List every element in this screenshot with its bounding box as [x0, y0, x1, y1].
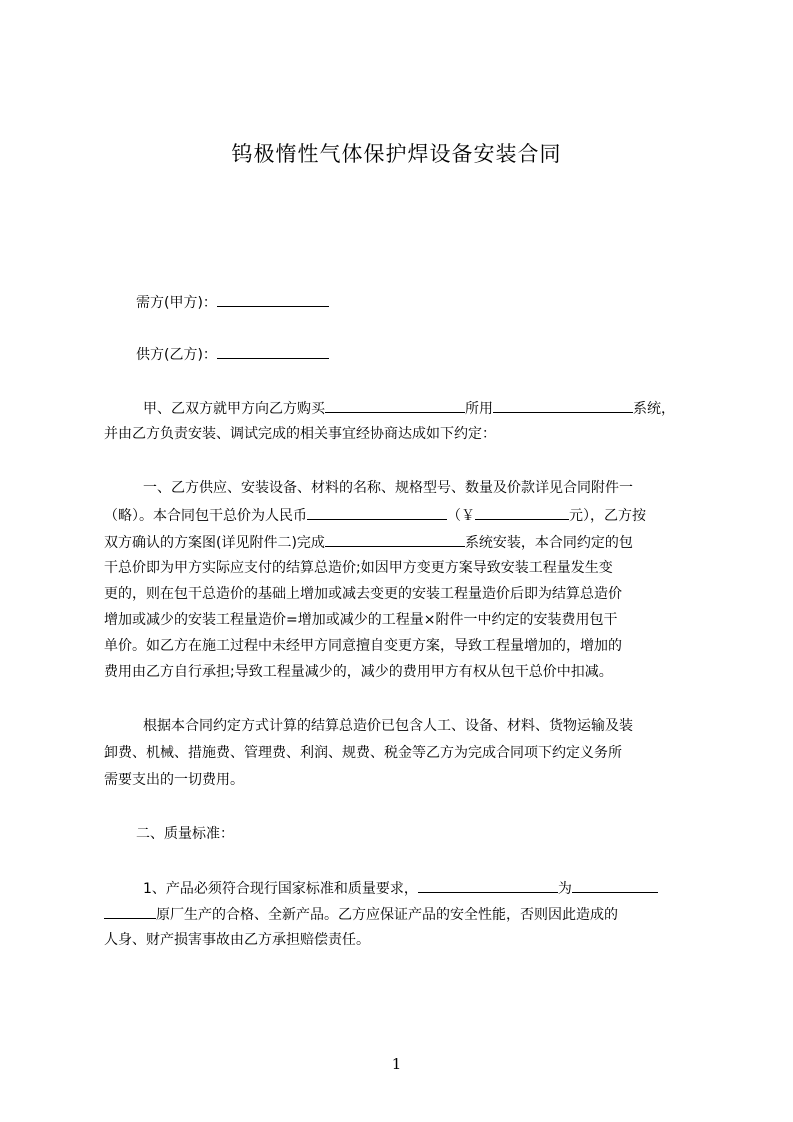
intro-purchase-blank[interactable]: [325, 398, 465, 413]
para2-line-3: 需要支出的一切费用。: [104, 772, 244, 788]
section2-item1-line-2: [104, 904, 618, 925]
party-b-label: 供方(乙方)：: [136, 347, 217, 363]
section1-line-1: 一、乙方供应、安装设备、材料的名称、规格型号、数量及价款详见合同附件一: [143, 480, 633, 496]
party-b-line: [136, 344, 329, 365]
section1-text-d: 双方确认的方案图(详见附件二)完成: [104, 535, 325, 551]
item1-text-c: 原厂生产的合格、全新产品。乙方应保证产品的安全性能，否则因此造成的: [156, 907, 618, 923]
page-number: 1: [391, 1055, 402, 1073]
section1-text-b: （￥: [447, 508, 475, 524]
section1-line-5: 更的，则在包干总造价的基础上增加或减去变更的安装工程量造价后即为结算总造价: [104, 586, 622, 602]
party-a-blank[interactable]: [217, 292, 329, 307]
section2-heading: 二、质量标准：: [136, 826, 234, 842]
document-title: 钨极惰性气体保护焊设备安装合同: [231, 142, 562, 166]
price-yen-blank[interactable]: [475, 505, 569, 520]
section1-line-2: [104, 505, 646, 526]
section1-line-8: 费用由乙方自行承担;导致工程量减少的，减少的费用甲方有权从包干总价中扣减。: [104, 664, 613, 680]
intro-text-a: 甲、乙双方就甲方向乙方购买: [143, 401, 325, 417]
section2-item1-line-3: 人身、财产损害事故由乙方承担赔偿责任。: [104, 932, 370, 948]
section1-line-3: [104, 532, 633, 553]
manufacturer-blank-2[interactable]: [104, 904, 156, 919]
intro-text-c: 系统，: [633, 401, 675, 417]
intro-system-blank[interactable]: [493, 398, 633, 413]
para2-line-1: 根据本合同约定方式计算的结算总造价已包含人工、设备、材料、货物运输及装: [143, 718, 633, 734]
section1-text-e: 系统安装，本合同约定的包: [464, 535, 633, 551]
section1-line-7: 单价。如乙方在施工过程中未经甲方同意擅自变更方案，导致工程量增加的，增加的: [104, 638, 622, 654]
para2-line-2: 卸费、机械、措施费、管理费、利润、规费、税金等乙方为完成合同项下约定义务所: [104, 745, 622, 761]
item1-text-b: 为: [557, 881, 572, 897]
intro-line-2: 并由乙方负责安装、调试完成的相关事宜经协商达成如下约定：: [104, 426, 496, 442]
party-b-blank[interactable]: [217, 344, 329, 359]
standard-blank[interactable]: [418, 878, 558, 893]
intro-line-1: [143, 398, 675, 419]
system-install-blank[interactable]: [325, 532, 465, 547]
section1-line-6: 增加或减少的安装工程量造价=增加或减少的工程量×附件一中约定的安装费用包干: [104, 612, 618, 628]
intro-text-b: 所用: [465, 401, 493, 417]
party-a-label: 需方(甲方)：: [136, 295, 217, 311]
party-a-line: [136, 292, 329, 313]
section1-text-a: （略）。本合同包干总价为人民币: [104, 508, 307, 524]
manufacturer-blank-1[interactable]: [572, 878, 658, 893]
section2-item1-line-1: [143, 878, 658, 899]
price-rmb-blank[interactable]: [307, 505, 447, 520]
item1-text-a: 1、产品必须符合现行国家标准和质量要求，: [143, 881, 418, 897]
section1-line-4: 干总价即为甲方实际应支付的结算总造价;如因甲方变更方案导致安装工程量发生变: [104, 560, 613, 576]
section1-text-c: 元），乙方按: [569, 508, 646, 524]
